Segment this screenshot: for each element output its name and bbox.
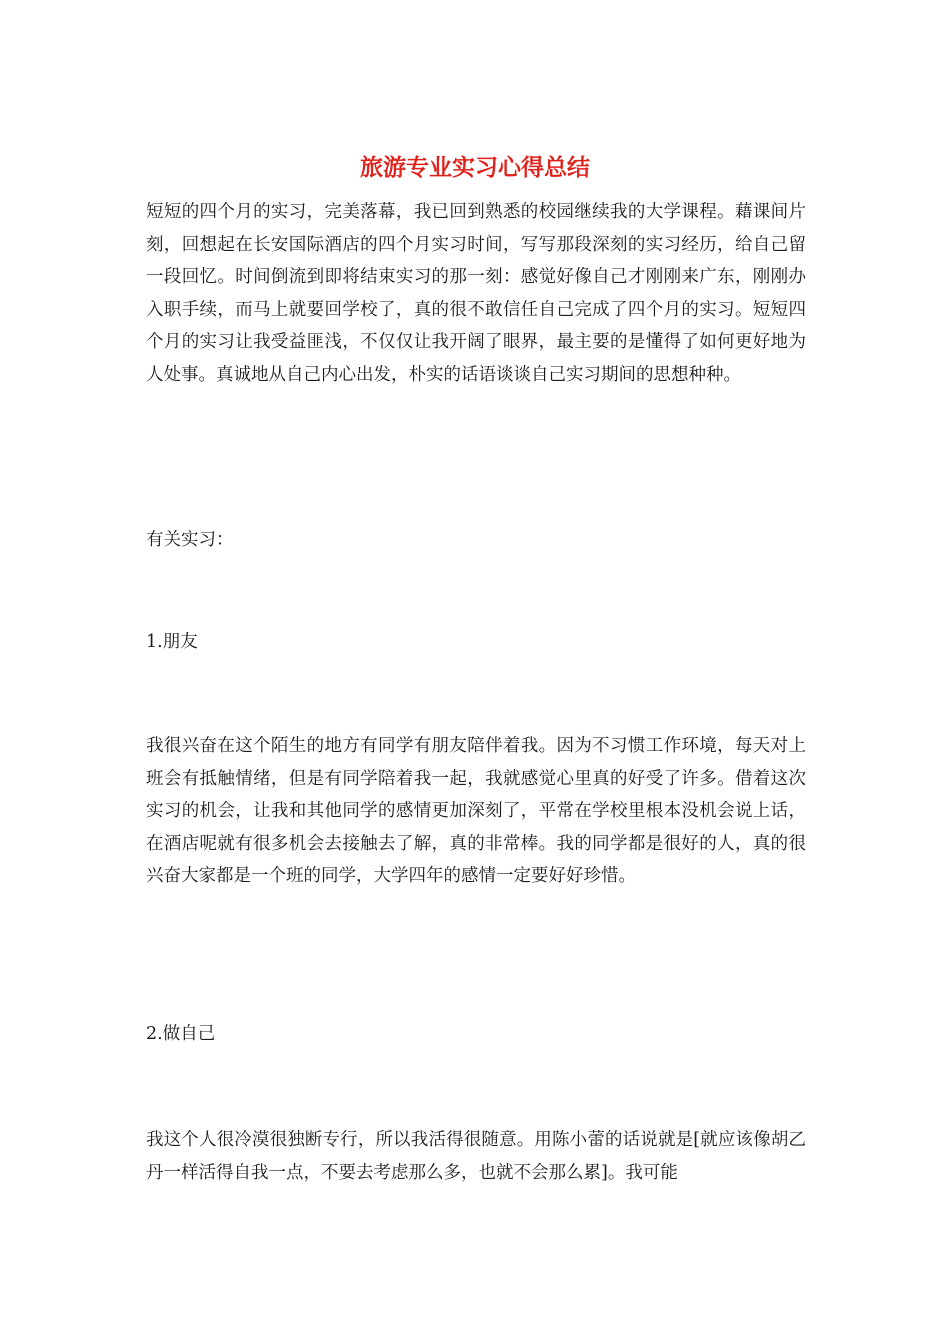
section-heading-internship: 有关实习： bbox=[146, 530, 234, 550]
be-yourself-paragraph: 我这个人很冷漠很独断专行，所以我活得很随意。用陈小蕾的话说就是[就应该像胡乙丹一样活得自我一点，不要去考虑那么多，也就不会那么累]。我可能 bbox=[146, 1130, 806, 1183]
intro-paragraph: 短短的四个月的实习，完美落幕，我已回到熟悉的校园继续我的大学课程。藉课间片刻，回想起在长安国际酒店的四个月实习时间，写写那段深刻的实习经历，给自己留一段回忆。时间倒流到即将结束实习的那一刻：感觉好像自己才刚刚来广东，刚刚办入职手续，而马上就要回学校了，真的很不敢信任自己完成了四个月的实习。短短四个月的实习让我受益匪浅，不仅仅让我开阔了眼界，最主要的是懂得了如何更好地为人处事。真诚地从自己内心出发，朴实的话语谈谈自己实习期间的思想种种。 bbox=[146, 202, 806, 385]
section-heading-be-yourself: 2.做自己 bbox=[146, 1024, 216, 1044]
section-heading-friends: 1.朋友 bbox=[146, 632, 198, 652]
document-title: 旅游专业实习心得总结 bbox=[360, 154, 590, 181]
friends-paragraph: 我很兴奋在这个陌生的地方有同学有朋友陪伴着我。因为不习惯工作环境，每天对上班会有抵触情绪，但是有同学陪着我一起，我就感觉心里真的好受了许多。借着这次实习的机会，让我和其他同学的感情更加深刻了，平常在学校里根本没机会说上话，在酒店呢就有很多机会去接触去了解，真的非常棒。我的同学都是很好的人，真的很兴奋大家都是一个班的同学，大学四年的感情一定要好好珍惜。 bbox=[146, 736, 806, 886]
